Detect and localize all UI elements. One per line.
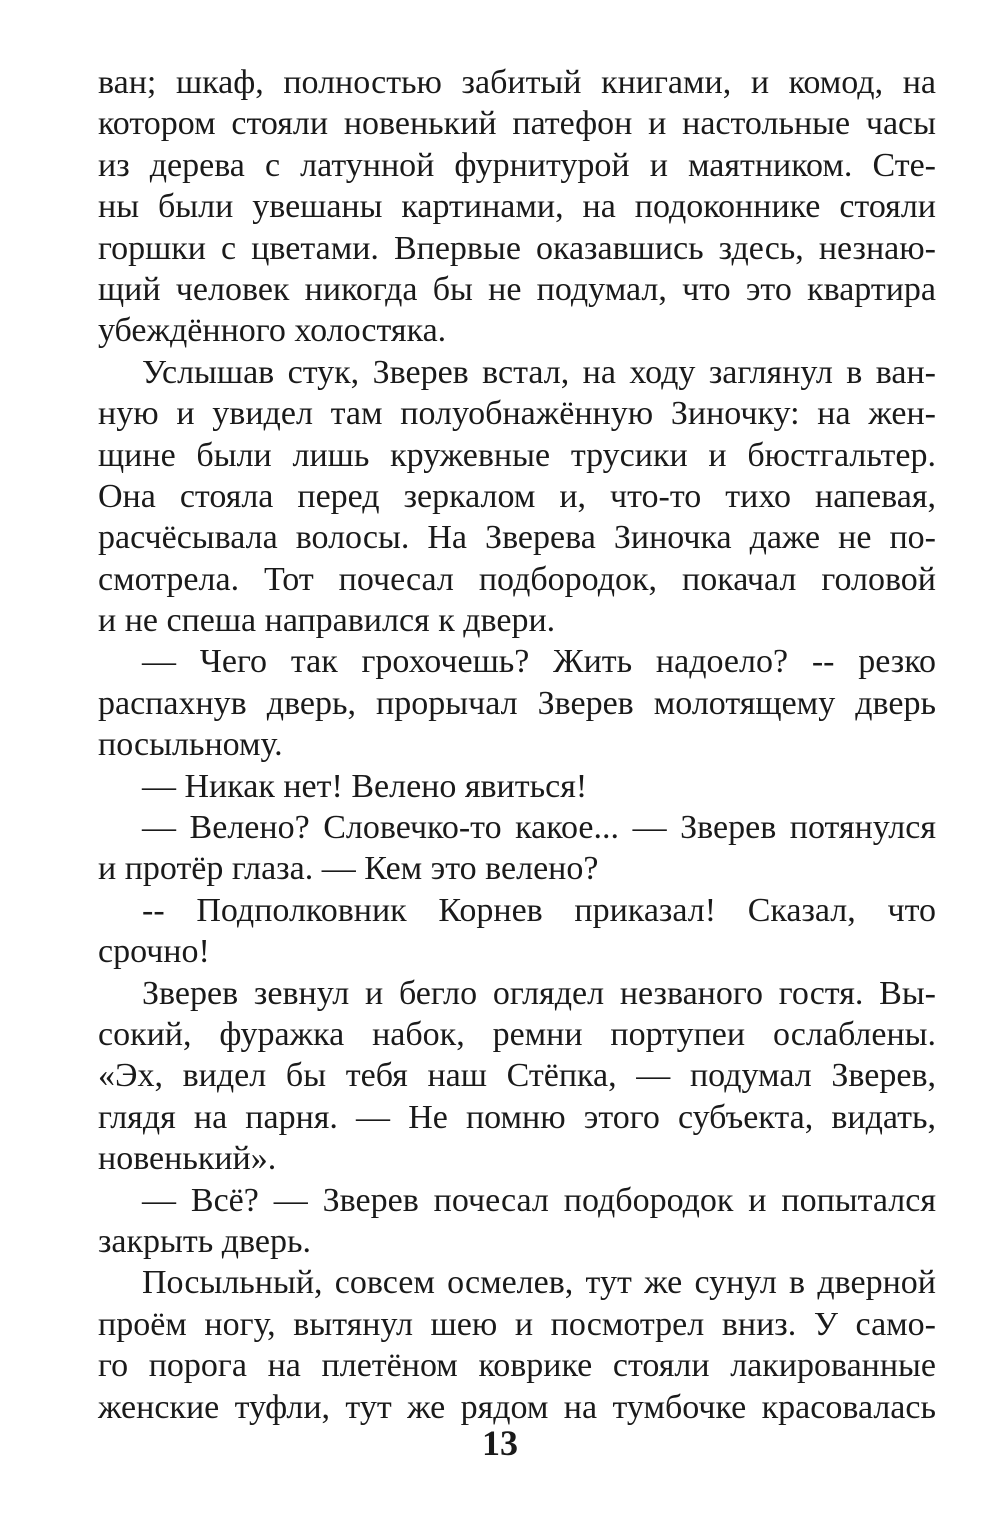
- text-line: котором стояли новенький патефон и настольные часы: [98, 105, 936, 143]
- text-line: срочно!: [98, 933, 210, 971]
- text-line: из дерева с латунной фурнитурой и маятником. Сте-: [98, 146, 936, 184]
- text-line: «Эх, видел бы тебя наш Стёпка, — подумал Зверев,: [98, 1057, 936, 1095]
- text-line: Услышав стук, Зверев встал, на ходу заглянул в ван-: [142, 353, 936, 391]
- text-line: го порога на плетёном коврике стояли лакированные: [98, 1347, 936, 1385]
- text-line: женские туфли, тут же рядом на тумбочке красовалась: [98, 1388, 936, 1426]
- body-text: [98, 62, 936, 1428]
- text-line: Она стояла перед зеркалом и, что-то тихо напевая,: [98, 477, 936, 515]
- text-line: Зверев зевнул и бегло оглядел незваного гостя. Вы-: [142, 974, 936, 1012]
- text-line: — Велено? Словечко-то какое... — Зверев потянулся: [142, 809, 936, 847]
- text-line: и протёр глаза. — Кем это велено?: [98, 850, 599, 888]
- text-line: распахнув дверь, прорычал Зверев молотящему дверь: [98, 684, 936, 722]
- text-line: посыльному.: [98, 726, 283, 764]
- text-line: — Чего так грохочешь? Жить надоело? -- резко: [142, 643, 936, 681]
- text-line: новенький».: [98, 1140, 277, 1178]
- text-line: и не спеша направился к двери.: [98, 602, 556, 640]
- page-number: 13: [482, 1423, 518, 1463]
- text-line: сокий, фуражка набок, ремни портупеи ослаблены.: [98, 1015, 936, 1053]
- text-line: закрыть дверь.: [98, 1222, 311, 1260]
- text-line: ны были увешаны картинами, на подоконнике стояли: [98, 188, 936, 226]
- text-line: глядя на парня. — Не помню этого субъекта, видать,: [98, 1098, 936, 1136]
- text-line: убеждённого холостяка.: [98, 312, 447, 350]
- text-line: — Никак нет! Велено явиться!: [142, 767, 588, 805]
- text-line: щий человек никогда бы не подумал, что это квартира: [98, 270, 936, 308]
- text-line: -- Подполковник Корнев приказал! Сказал, что: [142, 891, 936, 929]
- text-line: ван; шкаф, полностью забитый книгами, и комод, на: [98, 64, 936, 101]
- text-line: смотрела. Тот почесал подбородок, покачал головой: [98, 560, 936, 598]
- text-line: — Всё? — Зверев почесал подбородок и попытался: [142, 1181, 936, 1219]
- text-line: щине были лишь кружевные трусики и бюстгальтер.: [98, 436, 936, 474]
- text-line: расчёсывала волосы. На Зверева Зиночка даже не по-: [98, 519, 936, 557]
- text-line: горшки с цветами. Впервые оказавшись здесь, незнаю-: [98, 229, 936, 267]
- text-line: ную и увидел там полуобнажённую Зиночку: на жен-: [98, 395, 936, 433]
- text-line: Посыльный, совсем осмелев, тут же сунул в дверной: [142, 1264, 936, 1302]
- text-line: проём ногу, вытянул шею и посмотрел вниз. У само-: [98, 1305, 936, 1343]
